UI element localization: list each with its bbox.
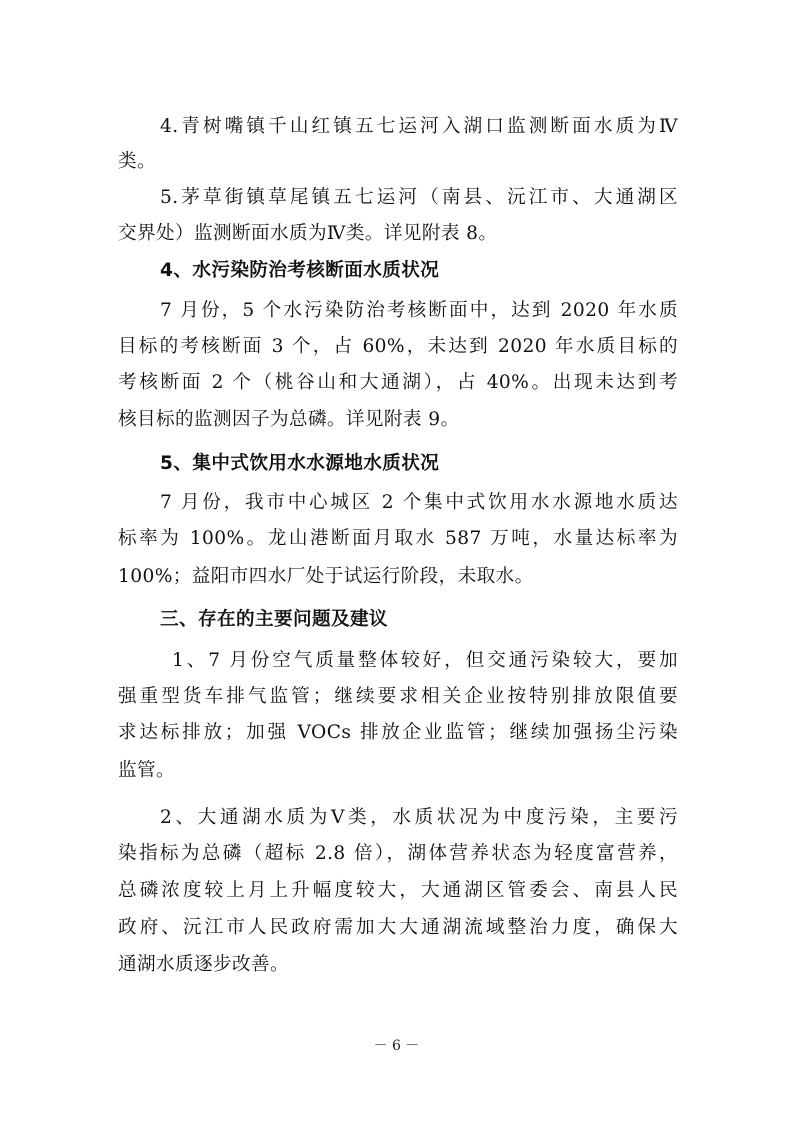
section-heading: 三、存在的主要问题及建议 <box>160 609 388 630</box>
paragraph-line: 通湖水质逐步改善。 <box>118 954 289 975</box>
paragraph-line: 交界处）监测断面水质为Ⅳ类。详见附表 8。 <box>118 223 498 244</box>
paragraph-line: 总磷浓度较上月上升幅度较大，大通湖区管委会、南县人民 <box>118 880 678 901</box>
section-heading: 4、水污染防治考核断面水质状况 <box>160 260 440 281</box>
paragraph-line: 5.茅草街镇草尾镇五七运河（南县、沅江市、大通湖区 <box>160 187 678 208</box>
paragraph-line: 4.青树嘴镇千山红镇五七运河入湖口监测断面水质为Ⅳ <box>160 116 678 137</box>
paragraph-line: 100%；益阳市四水厂处于试运行阶段，未取水。 <box>118 566 534 587</box>
paragraph-line: 求达标排放；加强 VOCs 排放企业监管；继续加强扬尘污染 <box>118 722 678 743</box>
paragraph-line: 染指标为总磷（超标 2.8 倍），湖体营养状态为轻度富营养， <box>118 843 678 864</box>
paragraph-line: 政府、沅江市人民政府需加大大通湖流域整治力度，确保大 <box>118 917 678 938</box>
paragraph-line: 监管。 <box>118 760 175 781</box>
paragraph-line: 目标的考核断面 3 个，占 60%，未达到 2020 年水质目标的 <box>118 336 678 357</box>
paragraph-line: 2、大通湖水质为Ⅴ类，水质状况为中度污染，主要污 <box>160 807 678 828</box>
paragraph-line: 强重型货车排气监管；继续要求相关企业按特别排放限值要 <box>118 686 678 707</box>
section-heading: 5、集中式饮用水水源地水质状况 <box>160 453 440 474</box>
paragraph-line: 类。 <box>118 151 156 172</box>
paragraph-line: 7 月份，5 个水污染防治考核断面中，达到 2020 年水质 <box>160 300 678 321</box>
page-number: － 6 － <box>373 1038 420 1054</box>
paragraph-line: 7 月份，我市中心城区 2 个集中式饮用水水源地水质达 <box>160 492 678 513</box>
paragraph-line: 标率为 100%。龙山港断面月取水 587 万吨，水量达标率为 <box>118 528 678 549</box>
paragraph-line: 核目标的监测因子为总磷。详见附表 9。 <box>118 409 460 430</box>
paragraph-line: 1、7 月份空气质量整体较好，但交通污染较大，要加 <box>172 650 678 671</box>
paragraph-line: 考核断面 2 个（桃谷山和大通湖），占 40%。出现未达到考 <box>118 372 678 393</box>
